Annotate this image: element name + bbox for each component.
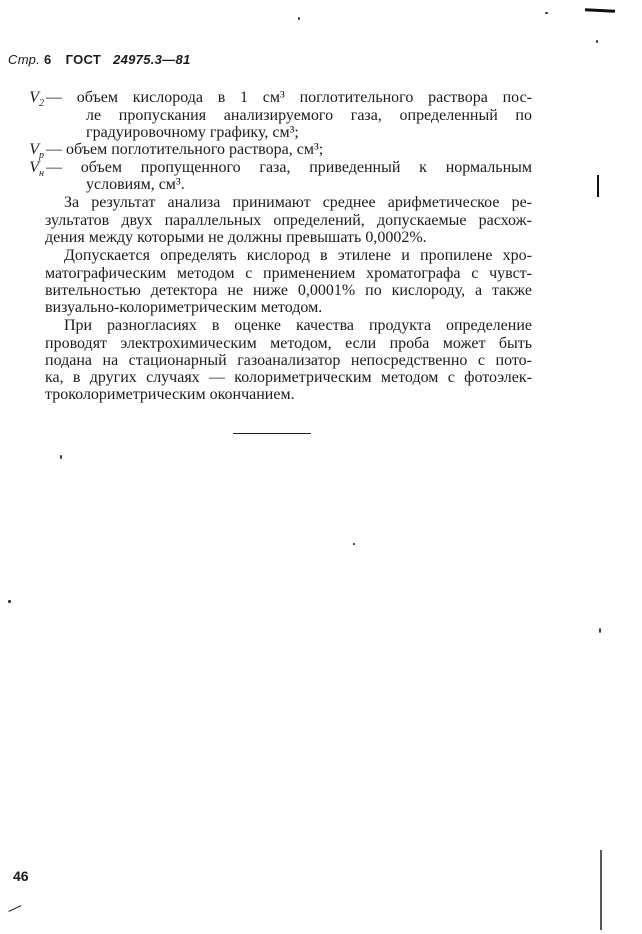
page-label: Стр. <box>8 52 41 67</box>
definition-vp-line-1: — объем поглотительного раствора, см³; <box>46 141 324 158</box>
speck <box>60 455 62 459</box>
page-label-number: 6 <box>44 52 52 67</box>
page-number: 46 <box>13 868 29 884</box>
symbol-v2: $V_2$ <box>29 89 44 110</box>
paragraph-2-line-3: вительностью детектора не ниже 0,0001% по кислороду, а также <box>45 282 532 299</box>
definition-vn-line-1: — объем пропущенного газа, приведенный к нормальным <box>46 159 532 176</box>
paragraph-1-line-1: За результат анализа принимают среднее арифметическое ре- <box>64 194 532 211</box>
scan-mark-margin <box>597 175 599 197</box>
scan-mark-bottom-left <box>8 905 21 912</box>
definition-v2-line-1: — объем кислорода в 1 см³ поглотительного раствора пос- <box>46 89 532 106</box>
scan-mark-top-right <box>585 8 615 13</box>
paragraph-1-line-3: дения между которыми не должны превышать 0,0002%. <box>45 229 427 246</box>
paragraph-1-line-2: зультатов двух параллельных определений, допускаемые расхож- <box>45 212 532 229</box>
paragraph-3-line-4: ка, в других случаях — колориметрическим методом с фотоэлек- <box>45 369 532 386</box>
definition-vn-line-2: условиям, см³. <box>86 176 185 193</box>
definition-vn <box>4 158 532 184</box>
document-number: 24975.3—81 <box>113 52 191 67</box>
speck <box>353 543 355 545</box>
scan-mark-bottom-right <box>600 850 602 930</box>
speck <box>599 628 601 633</box>
standard-label: ГОСТ <box>65 52 102 67</box>
speck <box>298 17 300 20</box>
symbol-vn: $V_н$ <box>29 159 44 180</box>
definition-v2-line-3: градуировочному графику, см³; <box>86 124 299 141</box>
speck <box>596 40 598 43</box>
closing-rule <box>233 433 311 434</box>
definition-v2-line-2: ле пропускания анализируемого газа, определенный по <box>86 107 532 124</box>
paragraph-2-line-4: визуально-колориметрическим методом. <box>45 299 323 316</box>
paragraph-3-line-1: При разногласиях в оценке качества продукта определение <box>64 317 532 334</box>
paragraph-2-line-1: Допускается определять кислород в этилене и пропилене хро- <box>64 247 532 264</box>
symbol-vp: $V_р$ <box>29 141 44 162</box>
speck <box>8 600 11 603</box>
paragraph-3-line-2: проводят электрохимическим методом, если проба может быть <box>45 335 532 352</box>
paragraph-2-line-2: матографическим методом с применением хроматографа с чувст- <box>45 265 532 282</box>
page-header <box>8 52 191 67</box>
speck <box>545 12 548 14</box>
paragraph-3-line-5: троколориметрическим окончанием. <box>45 386 295 403</box>
paragraph-3-line-3: подана на стационарный газоанализатор непосредственно с пото- <box>45 352 532 369</box>
